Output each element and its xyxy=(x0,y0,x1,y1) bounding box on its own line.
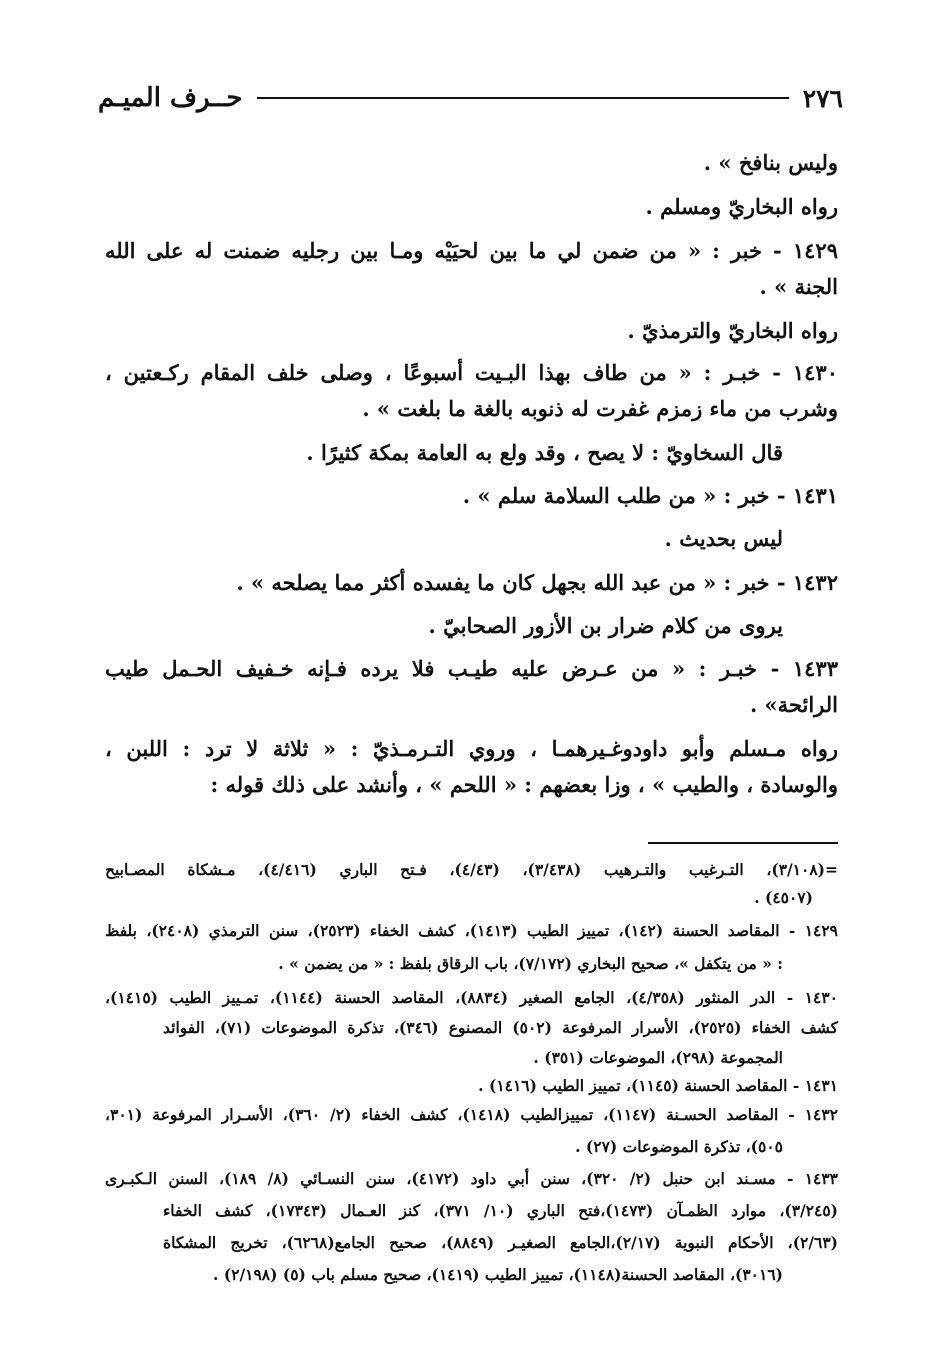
text-line: والوسادة ، والطيب » ، وزا بعضهم : « اللحم » ، وأنشد على ذلك قوله : xyxy=(210,772,838,797)
hadith-1431-line: ١٤٣١ - خبر : « من طلب السلامة سلم » . xyxy=(462,483,838,508)
footnote-line: المجموعة (٢٩٨)، الموضوعات (٣٥١) . xyxy=(533,1048,783,1067)
text-line: الجنة » . xyxy=(759,274,838,299)
footnote-1429: ١٤٢٩ - المقاصد الحسنة (١٤٢)، تمييز الطيب (١٤١٣)، كشف الخفاء (٢٥٢٣)، سنن الترمذي (٢٤٠٨)، بلفظ xyxy=(105,921,838,940)
text-line: ليس بحديث . xyxy=(664,526,783,551)
text-line: وليس بنافخ » . xyxy=(703,150,838,175)
footnote-1430: ١٤٣٠ - الدر المنثور (٤/٣٥٨)، الجامع الصغير (٨٨٣٤)، المقاصد الحسنة (١١٤٤)، تمـييز الطيب (١٤١٥)، xyxy=(105,988,838,1007)
text-line: رواه البخاريّ ومسلم . xyxy=(645,194,838,219)
text-line: قال السخاويّ : لا يصح ، وقد ولع به العامة بمكة كثيرًا . xyxy=(306,440,783,465)
footnote-line: : « من يتكفل »، صحيح البخاري (٧/١٧٢)، باب الرقاق بلفظ : « من يضمن » . xyxy=(278,954,783,973)
footnote-line: ٥٠٥)، تذكرة الموضوعات (٢٧) . xyxy=(575,1137,783,1156)
footnote-line: كشف الخفاء (٢٥٢٥)، الأسرار المرفوعة (٥٠٢) المصنوع (٣٤٦)، تذكرة الموضوعات (٧١)، الفوائد xyxy=(163,1018,839,1037)
footnote-separator xyxy=(648,842,838,844)
hadith-1430-line: ١٤٣٠ - خبـر : « من طاف بهذا البـيت أسبوعًا ، وصلى خلف المقام ركـعتين ، xyxy=(105,360,838,385)
page-header xyxy=(98,78,843,118)
footnote-line: (٣/٢٤٥)، موارد الظمـآن (١٤٧٣)،فتح الباري (١٠/ ٣٧١)، كنز العـمال (١٧٣٤٣)، كشف الخفاء xyxy=(163,1201,838,1220)
header-rule xyxy=(257,97,789,99)
footnote-line: (٤٥٠٧) . xyxy=(754,888,813,907)
footnote-line: =(٣/١٠٨)، التـرغيب والتـرهيب (٣/٤٣٨)، (٤/٤٣)، فـتح الباري (٤/٤١٦)، مـشكاة المصـابيح xyxy=(105,860,838,879)
page-number: ٢٧٦ xyxy=(802,83,843,113)
text-line: يروى من كلام ضرار بن الأزور الصحابيّ . xyxy=(428,613,783,638)
hadith-1429-line: ١٤٢٩ - خبر : « من ضمن لي ما بين لحيَيْه ومـا بين رجليه ضمنت له على الله xyxy=(105,238,838,263)
running-title: حــرف الميـم xyxy=(98,83,243,113)
text-line: الرائحة» . xyxy=(749,692,838,717)
hadith-1433-line: ١٤٣٣ - خبـر : « من عـرض عليه طيـب فلا يرده فـإنه خـفيف الحـمل طيب xyxy=(105,656,838,681)
footnote-line: (٣٠١٦)، المقاصد الحسنة(١١٤٨)، تمييز الطيب (١٤١٩)، صحيح مسلم باب (٥) (٢/١٩٨) . xyxy=(213,1265,783,1284)
footnote-1431: ١٤٣١ - المقاصد الحسنة (١١٤٥)، تمييز الطيب (١٤١٦) . xyxy=(478,1076,838,1095)
footnote-line: (٢/٦٣)، الأحكام النبوية (٢/١٧)،الجامع الصغيـر (٨٨٤٩)، صحيح الجامع(٦٢٦٨)، تخريج المشكاة xyxy=(163,1233,839,1252)
text-line: رواه مـسلم وأبو داودوغـيرهمـا ، وروي التـرمـذيّ : « ثلاثة لا ترد : اللبن ، xyxy=(105,736,838,761)
hadith-1432-line: ١٤٣٢ - خبر : « من عبد الله بجهل كان ما يفسده أكثر مما يصلحه » . xyxy=(236,570,838,595)
text-line: رواه البخاريّ والترمذيّ . xyxy=(627,318,838,343)
footnote-1433: ١٤٣٣ - مسـند ابن حنبل (٢/ ٣٢٠)، سنن أبي داود (٤١٧٢)، سنن النسـائي (٨/ ١٨٩)، السنن الـكبـرى xyxy=(105,1169,838,1188)
text-line: وشرب من ماء زمزم غفرت له ذنوبه بالغة ما بلغت » . xyxy=(362,396,838,421)
footnote-1432: ١٤٣٢ - المقاصد الحسـنة (١١٤٧)، تمييزالطيب (١٤١٨)، كشف الخفاء (٢/ ٣٦٠)، الأسـرار المرفوعة (٣٠١، xyxy=(105,1105,839,1124)
